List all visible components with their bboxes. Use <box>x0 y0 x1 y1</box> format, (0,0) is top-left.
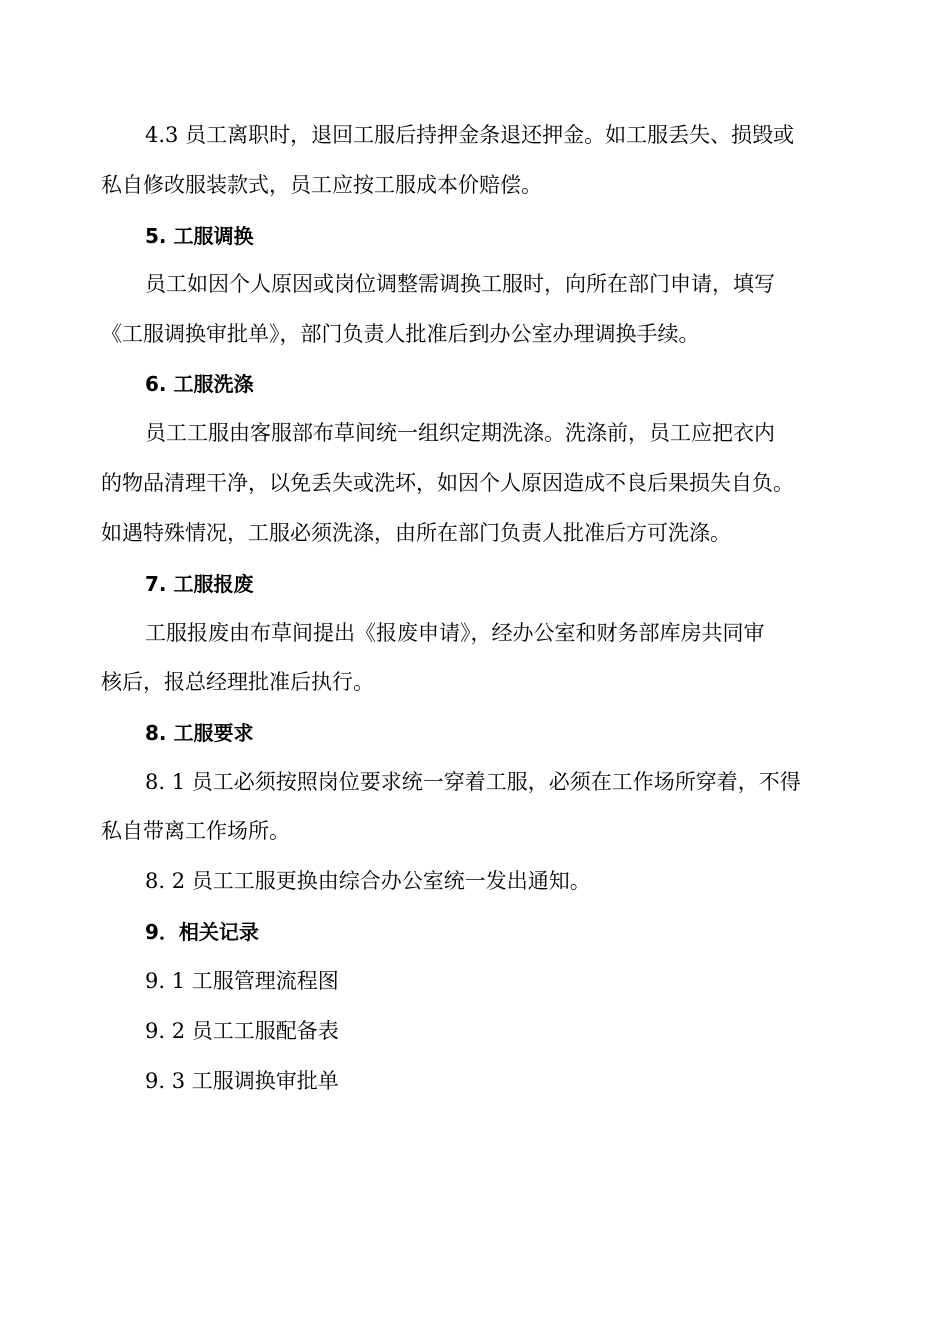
section-5-heading: 5. 工服调换 <box>145 224 254 248</box>
record-item-9-1: 9. 1 工服管理流程图 <box>145 969 339 993</box>
section-7-line-1: 工服报废由布草间提出《报废申请》，经办公室和财务部库房共同审 <box>145 621 765 645</box>
paragraph-4-3-line-1: 4.3 员工离职时，退回工服后持押金条退还押金。如工服丢失、损毁或 <box>145 123 795 147</box>
record-item-9-2: 9. 2 员工工服配备表 <box>145 1019 339 1043</box>
section-6-line-2: 的物品清理干净，以免丢失或洗坏，如因个人原因造成不良后果损失自负。 <box>101 471 794 495</box>
section-5-line-1: 员工如因个人原因或岗位调整需调换工服时，向所在部门申请，填写 <box>145 272 775 296</box>
section-6-heading: 6. 工服洗涤 <box>145 372 254 396</box>
paragraph-8-2: 8. 2 员工工服更换由综合办公室统一发出通知。 <box>145 869 591 893</box>
record-item-9-3: 9. 3 工服调换审批单 <box>145 1069 339 1093</box>
section-8-heading: 8. 工服要求 <box>145 721 254 745</box>
paragraph-4-3-line-2: 私自修改服装款式，员工应按工服成本价赔偿。 <box>101 173 542 197</box>
section-7-line-2: 核后，报总经理批准后执行。 <box>101 670 374 694</box>
section-9-heading: 9．相关记录 <box>145 920 259 944</box>
section-7-heading: 7. 工服报废 <box>145 572 254 596</box>
paragraph-8-1-line-1: 8. 1 员工必须按照岗位要求统一穿着工服，必须在工作场所穿着，不得 <box>145 770 801 794</box>
section-6-line-3: 如遇特殊情况，工服必须洗涤，由所在部门负责人批准后方可洗涤。 <box>101 521 731 545</box>
section-6-line-1: 员工工服由客服部布草间统一组织定期洗涤。洗涤前，员工应把衣内 <box>145 421 775 445</box>
section-5-line-2: 《工服调换审批单》，部门负责人批准后到办公室办理调换手续。 <box>101 322 700 346</box>
paragraph-8-1-line-2: 私自带离工作场所。 <box>101 819 290 843</box>
